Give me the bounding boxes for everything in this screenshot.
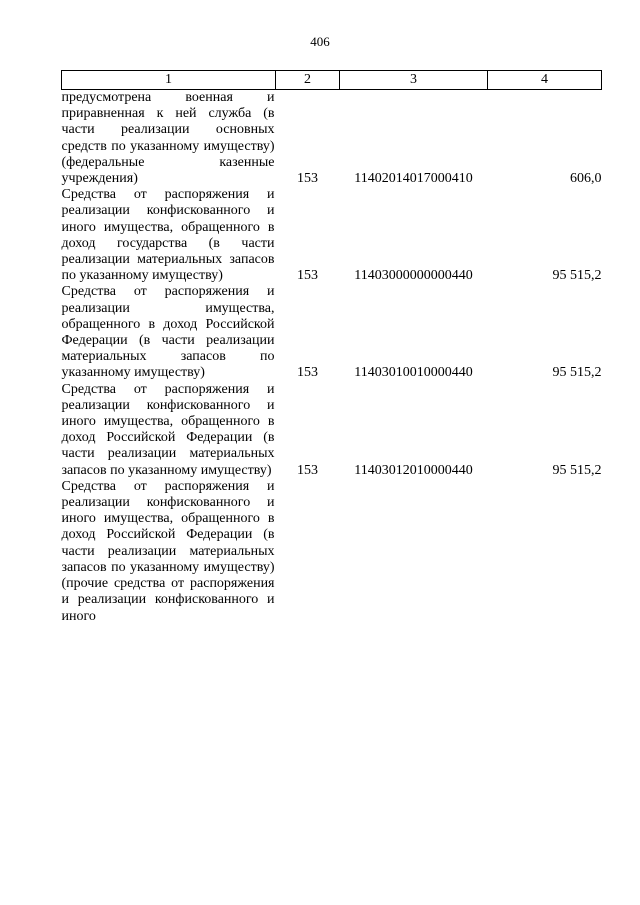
row-admin-code: 153 <box>297 365 318 381</box>
row-name: Средства от распоряжения и реализации имущества, обращенного в доход Российской Федерации (в части реализации материальных запасов по указанному имуществу) <box>61 284 275 381</box>
row-kbk <box>340 479 488 625</box>
header-col-1: 1 <box>62 71 276 90</box>
budget-table <box>61 70 602 625</box>
table-row <box>62 479 602 625</box>
row-name: Средства от распоряжения и реализации конфискованного и иного имущества, обращенного в доход государства (в части реализации материальных запасов по указанному имуществу) <box>61 187 275 284</box>
header-col-3: 3 <box>340 71 488 90</box>
header-col-4: 4 <box>488 71 602 90</box>
row-amount: 606,0 <box>570 171 602 187</box>
table-header <box>62 71 602 90</box>
row-amount: 95 515,2 <box>552 268 602 284</box>
budget-table-container <box>61 70 601 625</box>
row-admin-code: 153 <box>297 268 318 284</box>
row-name: Средства от распоряжения и реализации конфискованного и иного имущества, обращенного в доход Российской Федерации (в части реализации материальных запасов по указанному имуществу) <box>61 381 275 478</box>
row-admin-code: 153 <box>297 462 318 478</box>
table-body <box>62 90 602 625</box>
table-row <box>62 284 602 381</box>
row-amount <box>488 479 602 625</box>
row-name: Средства от распоряжения и реализации конфискованного и иного имущества, обращенного в доход Российской Федерации (в части реализации материальных запасов по указанному имуществу) (прочие средства от распоряжения и реализации конфискованного и иного <box>61 478 275 624</box>
header-row <box>62 71 602 90</box>
row-amount: 95 515,2 <box>552 365 602 381</box>
row-admin-code: 153 <box>297 171 318 187</box>
table-row <box>62 187 602 284</box>
header-col-2: 2 <box>276 71 340 90</box>
row-kbk: 11403010010000440 <box>354 365 473 381</box>
page-number: 406 <box>310 34 330 49</box>
row-amount: 95 515,2 <box>552 462 602 478</box>
table-row <box>62 90 602 188</box>
row-kbk: 11403000000000440 <box>354 268 473 284</box>
row-kbk: 11403012010000440 <box>354 462 473 478</box>
row-kbk: 11402014017000410 <box>354 171 473 187</box>
row-name: предусмотрена военная и приравненная к ней служба (в части реализации основных средств по указанному имуществу) (федеральные казенные учреждения) <box>61 90 275 187</box>
table-row <box>62 382 602 479</box>
row-admin-code <box>276 479 340 625</box>
